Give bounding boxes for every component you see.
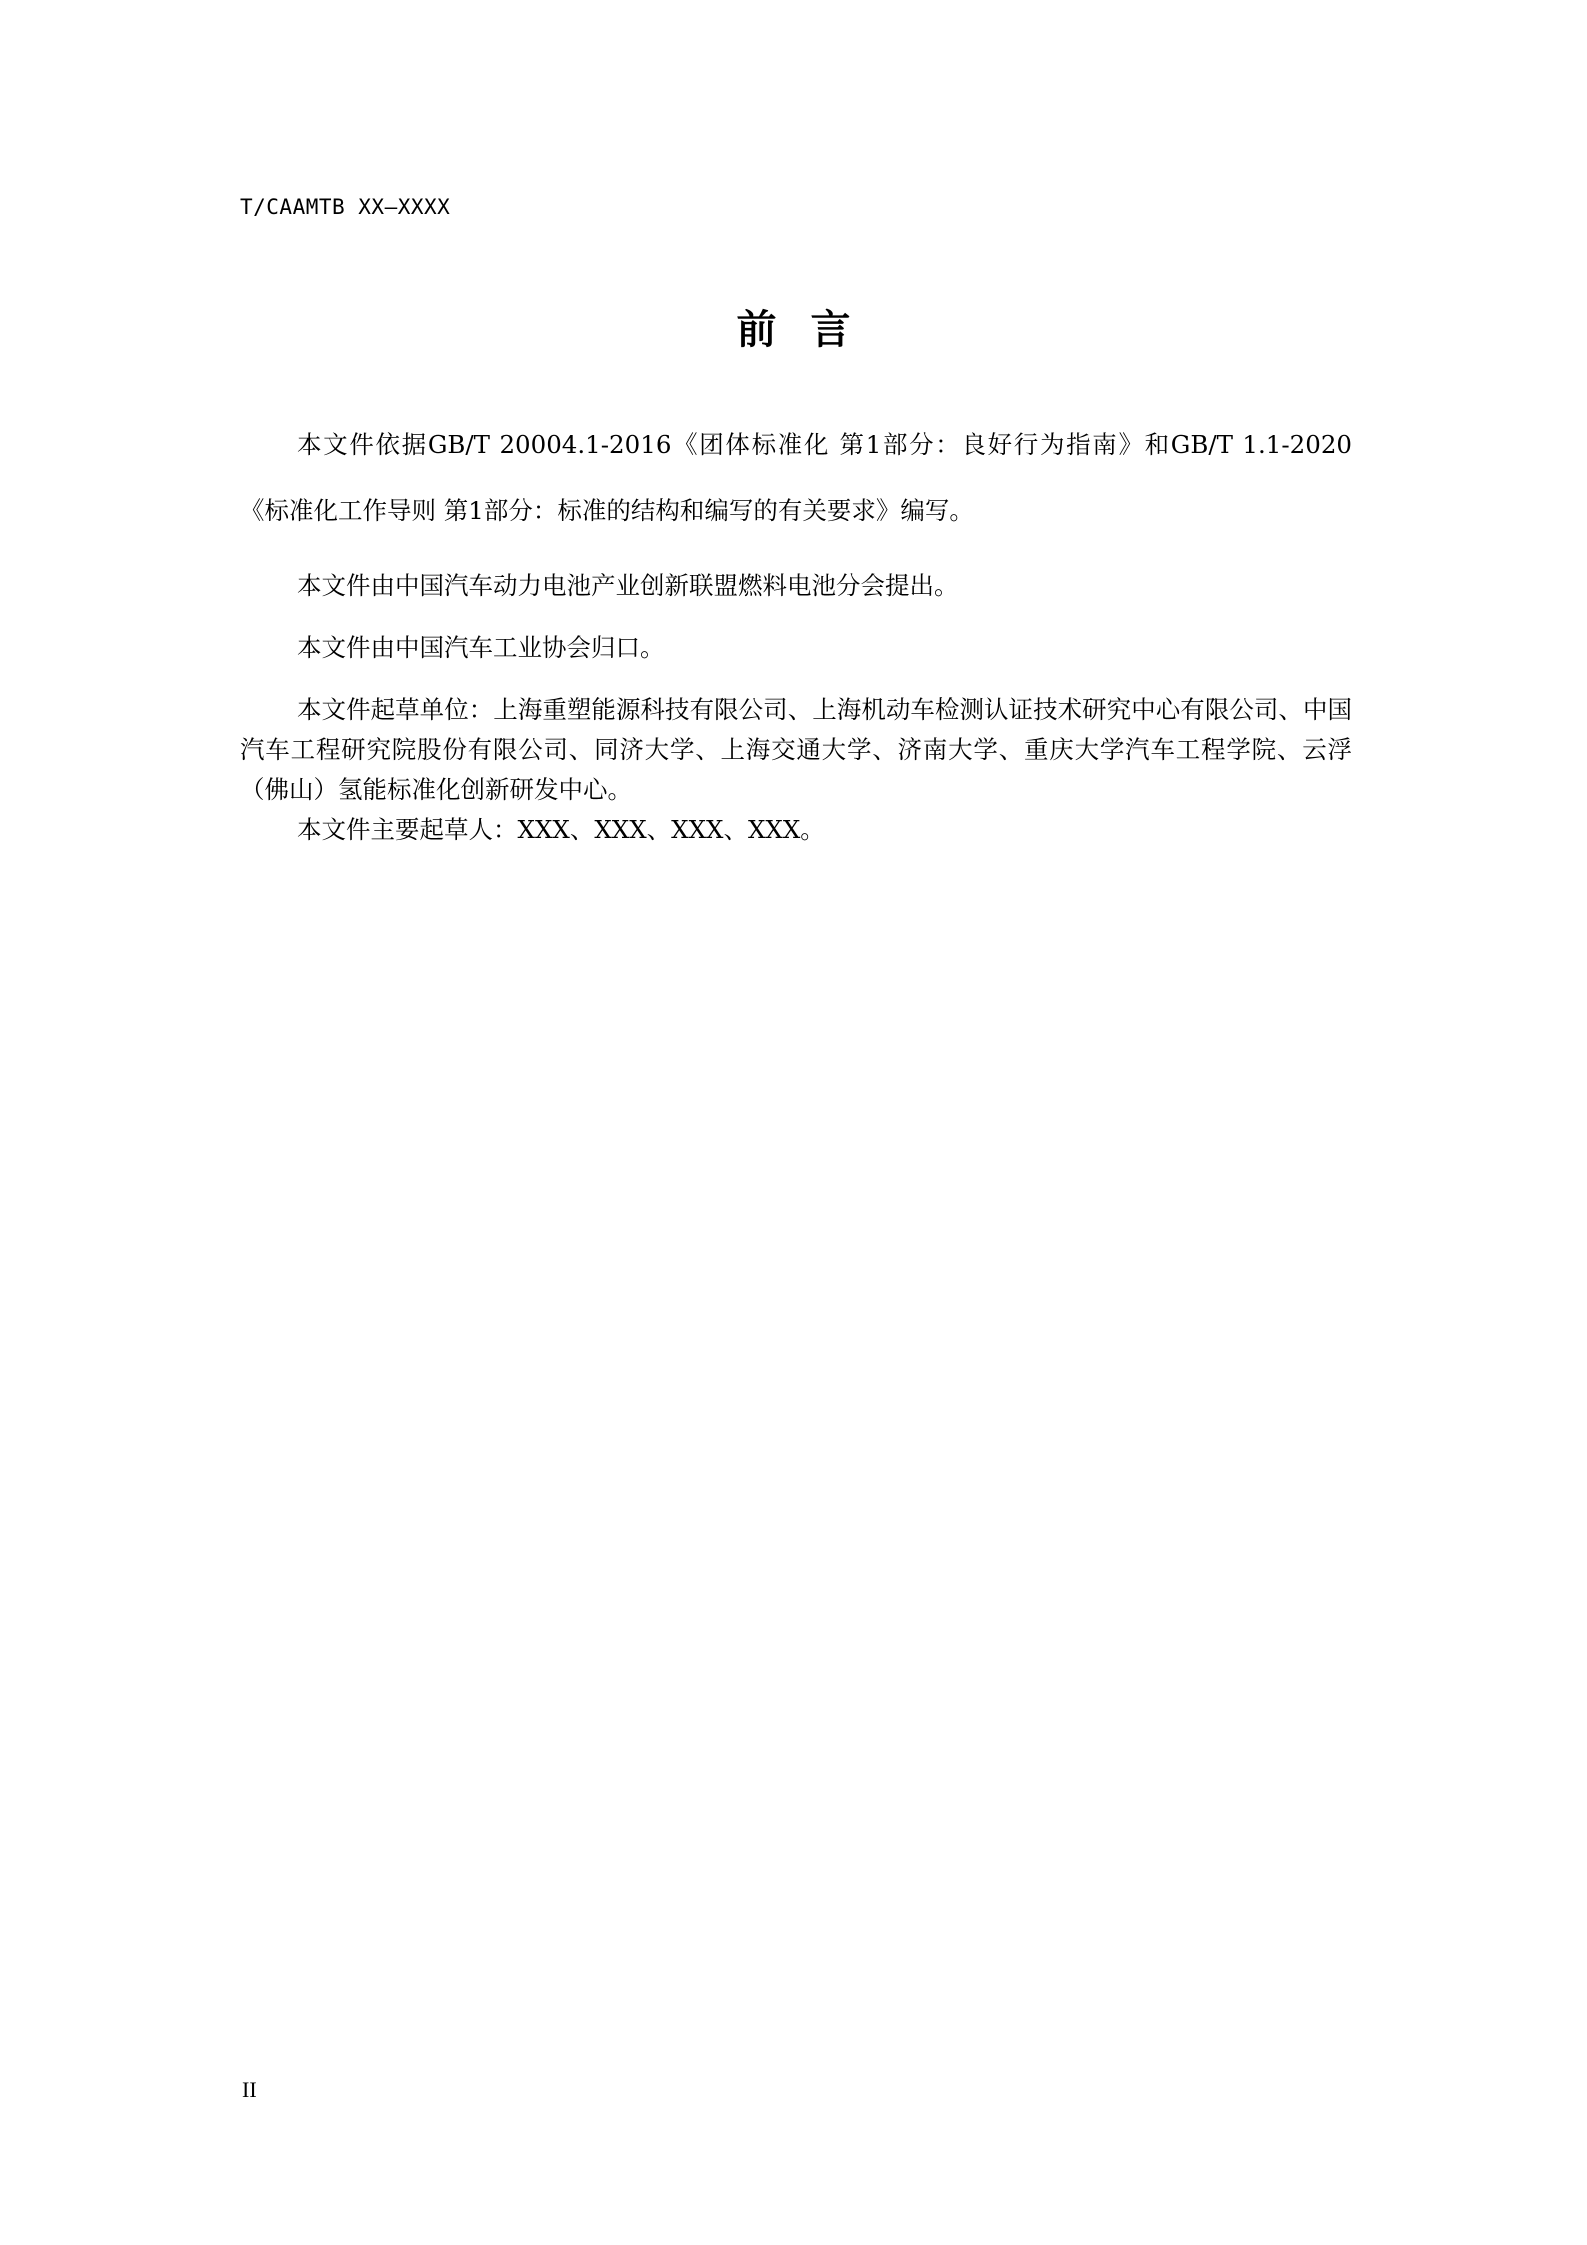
paragraph-basis: 本文件依据GB/T 20004.1-2016《团体标准化 第1部分：良好行为指南》和GB/T 1.1-2020《标准化工作导则 第1部分：标准的结构和编写的有关要求》编写。 [240,430,1352,525]
page-number: II [242,2077,257,2102]
paragraph-administrator: 本文件由中国汽车工业协会归口。 [297,633,665,662]
paragraph-drafters: 本文件主要起草人：XXX、XXX、XXX、XXX。 [297,815,825,844]
foreword-body [240,422,1352,850]
page-title: 前言 [736,307,885,353]
standard-code-header: T/CAAMTB XX—XXXX [240,195,451,219]
paragraph-proposer: 本文件由中国汽车动力电池产业创新联盟燃料电池分会提出。 [297,571,959,600]
paragraph-drafting-units: 本文件起草单位：上海重塑能源科技有限公司、上海机动车检测认证技术研究中心有限公司、中国汽车工程研究院股份有限公司、同济大学、上海交通大学、济南大学、重庆大学汽车工程学院、云浮（佛山）氢能标准化创新研发中心。 [240,695,1352,804]
